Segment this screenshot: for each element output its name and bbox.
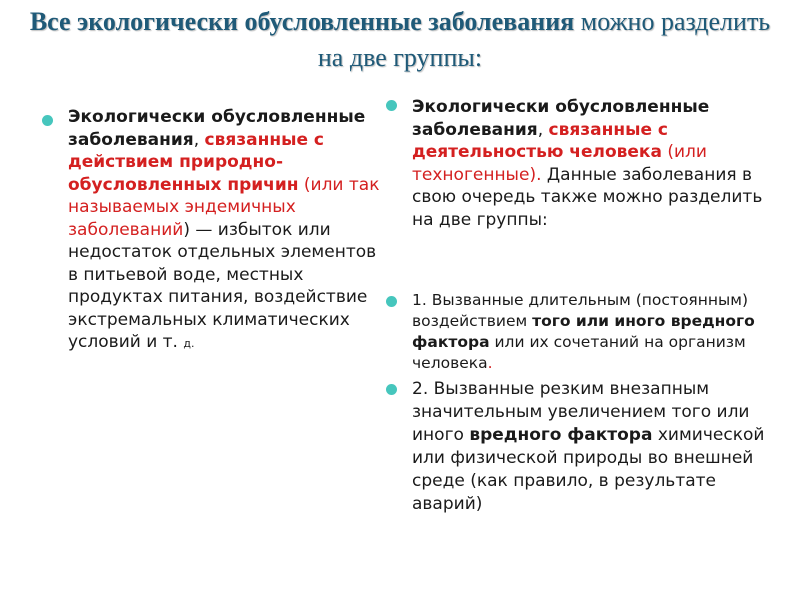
item2-post: химической или физической природы во внешней среде (как правило, в результате аварий): [412, 425, 765, 514]
bullet-icon: [42, 115, 53, 126]
list-item: [412, 378, 782, 516]
item1-bold: того или иного вредного фактора: [412, 312, 755, 351]
bullet-icon: [386, 100, 397, 111]
title-rest: можно разделить на две группы:: [317, 7, 771, 72]
right-paren-red: (или техногенные).: [412, 142, 707, 185]
title-bold: Все экологически обусловленные заболевания: [29, 7, 575, 36]
bullet-icon: [386, 384, 397, 395]
right-body: Данные заболевания в свою очередь также можно разделить на две группы:: [412, 164, 763, 230]
left-heading: Экологически обусловленные заболевания: [68, 107, 366, 150]
left-close-paren: ): [183, 219, 190, 240]
right-comma: ,: [537, 119, 549, 140]
left-red-phrase: связанные с действием природно-обусловленных причин: [68, 129, 324, 195]
bullet-icon: [386, 296, 397, 307]
list-item: [412, 290, 782, 374]
left-tail: д.: [183, 337, 195, 350]
left-body: — избыток или недостаток отдельных элементов в питьевой воде, местных продуктах питания, воздействие экстремальных климатических условий и т.: [68, 219, 377, 352]
item2-bold: вредного фактора: [469, 425, 653, 445]
slide-title: [20, 4, 780, 76]
left-column: [68, 106, 383, 356]
item2-text: 2. Вызванные резким внезапным значительным увеличением того или иного: [412, 379, 750, 445]
item1-post: или их сочетаний на организм человека: [412, 333, 746, 372]
right-column: [412, 96, 782, 231]
item1-dot: .: [487, 354, 493, 372]
left-comma: ,: [193, 129, 205, 150]
left-paren-red: (или так называемых эндемичных заболеваний: [68, 174, 380, 240]
right-red-phrase: связанные с деятельностью человека: [412, 119, 668, 162]
item1-text: 1. Вызванные длительным (постоянным) воздействием: [412, 291, 748, 330]
right-heading: Экологически обусловленные заболевания: [412, 97, 710, 140]
